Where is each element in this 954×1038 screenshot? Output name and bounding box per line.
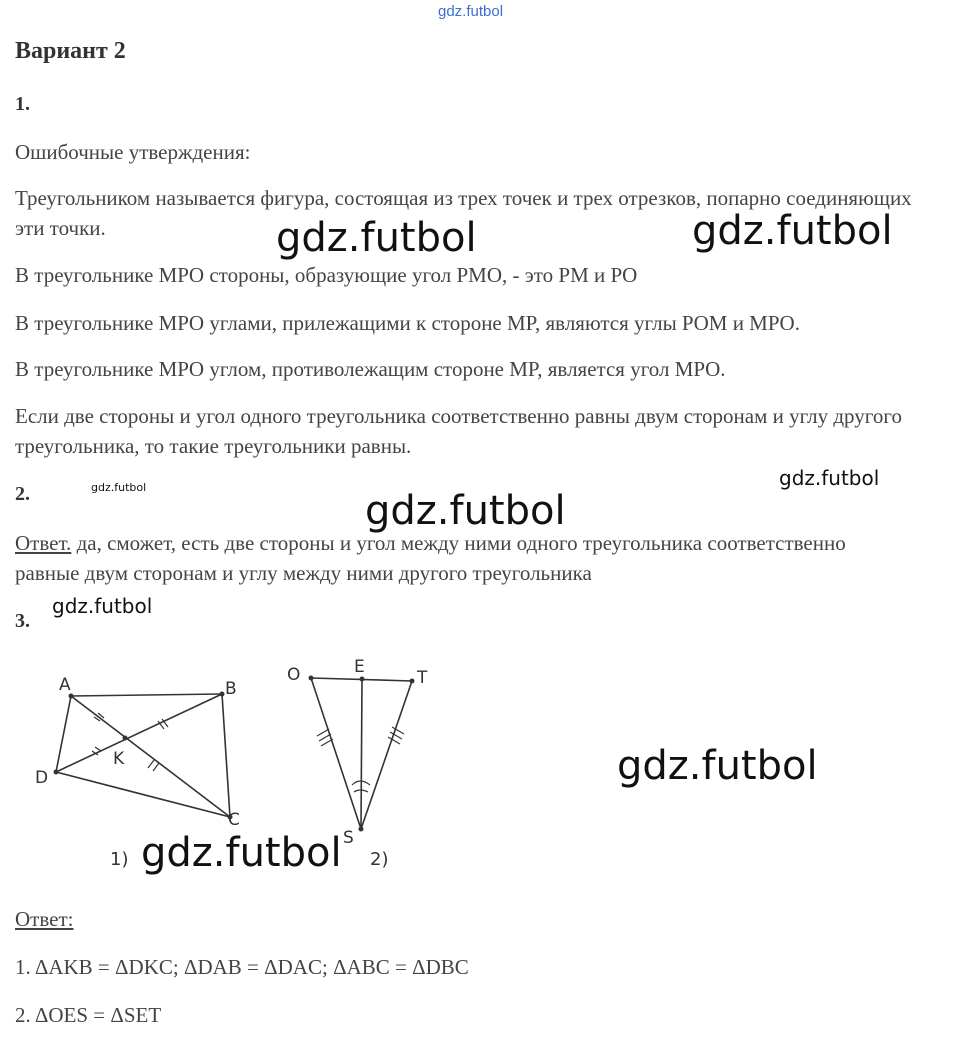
point-e-label: E (354, 657, 365, 677)
point-d-label: D (35, 768, 49, 788)
point-k-label: K (113, 749, 125, 769)
task-2-answer (15, 528, 895, 588)
task-1-number: 1. (15, 93, 30, 115)
figure-2-caption: 2) (370, 849, 389, 870)
figure-2-triangle (311, 678, 412, 829)
page-title: Вариант 2 (15, 38, 126, 64)
task-2-answer-text: да, сможет, есть две стороны и угол между ними одного треугольника соответственно равные двум сторонам и углу между ними другого треугольника (15, 531, 846, 585)
point-c-label: C (228, 810, 240, 830)
task-3-number: 3. (15, 610, 30, 632)
task-1-statement-1: Треугольником называется фигура, состоящая из трех точек и трех отрезков, попарно соединяющих эти точки. (15, 186, 912, 240)
figure-1-quadrilateral (56, 694, 230, 817)
task-3-answer-label: Ответ: (15, 907, 74, 931)
task-1-statement-2: В треугольнике MPO стороны, образующие угол PMO, - это PM и PO (15, 263, 638, 287)
task-1-statement-3: В треугольнике MPO углами, прилежащими к стороне MP, являются углы POM и MPO. (15, 311, 800, 335)
watermark: gdz.futbol (276, 215, 477, 261)
top-watermark: gdz.futbol (438, 3, 504, 20)
task-1-intro: Ошибочные утверждения: (15, 140, 251, 164)
point-a-label: A (59, 675, 71, 695)
watermark: gdz.futbol (779, 466, 880, 490)
figure-1-caption: 1) (110, 849, 129, 870)
task-1-statement-5: Если две стороны и угол одного треугольника соответственно равны двум сторонам и углу другого треугольника, то такие треугольники равны. (15, 404, 902, 458)
point-b-label: B (225, 679, 237, 699)
watermark: gdz.futbol (617, 743, 818, 789)
watermark: gdz.futbol (141, 830, 342, 876)
point-s-label: S (343, 828, 354, 848)
task-2-answer-label: Ответ. (15, 531, 72, 555)
watermark: gdz.futbol (692, 208, 893, 254)
watermark: gdz.futbol (52, 594, 153, 618)
watermark: gdz.futbol (365, 488, 566, 534)
watermark: gdz.futbol (91, 481, 147, 494)
point-o-label: O (287, 665, 301, 685)
task-2-number: 2. (15, 483, 30, 505)
task-3-answer-2: 2. ΔOES = ΔSET (15, 1003, 162, 1027)
point-t-label: T (417, 668, 428, 688)
task-1-statement-4: В треугольнике MPO углом, противолежащим стороне MP, является угол MPO. (15, 357, 726, 381)
task-3-answer-1: 1. ΔAKB = ΔDKC; ΔDAB = ΔDAC; ΔABC = ΔDBC (15, 955, 469, 979)
